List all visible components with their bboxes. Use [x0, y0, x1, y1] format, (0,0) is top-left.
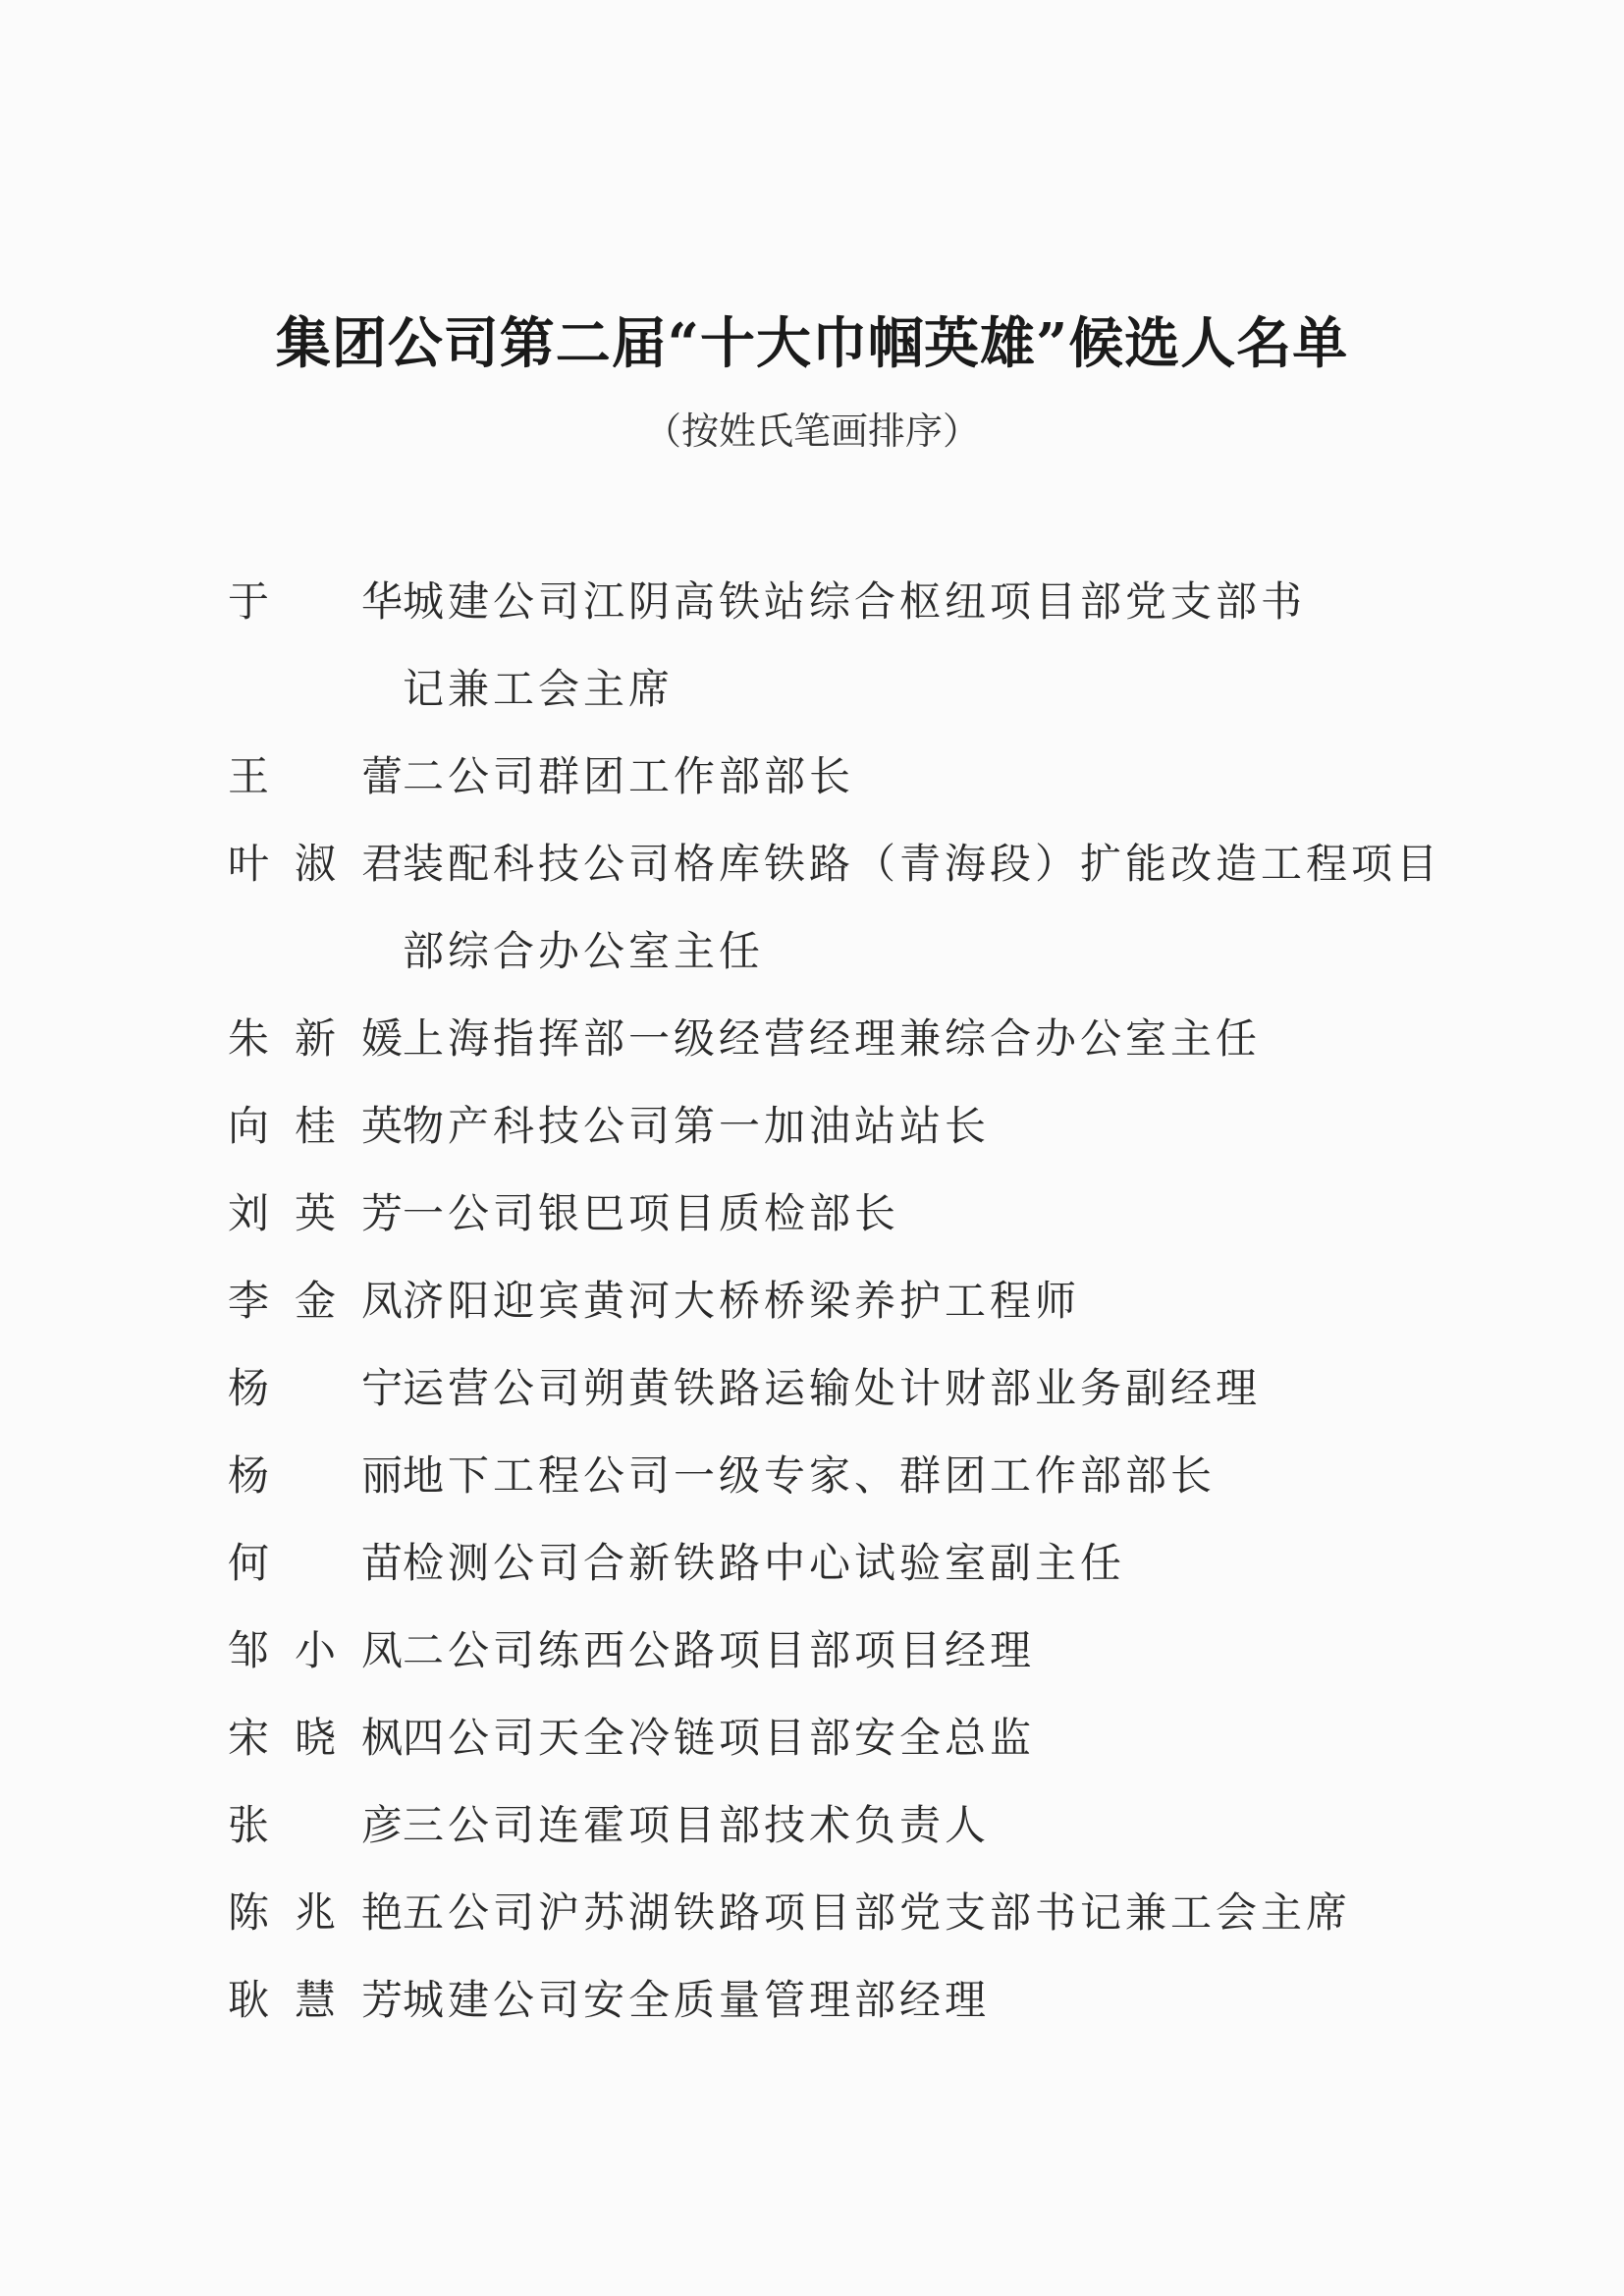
candidate-entry — [228, 1883, 1435, 1943]
page-subtitle: （按姓氏笔画排序） — [643, 410, 980, 453]
candidate-role-line: 三公司连霍项目部技术负责人 — [403, 1801, 991, 1849]
candidate-role — [403, 1009, 1435, 1069]
candidate-role-line: 装配科技公司格库铁路（青海段）扩能改造工程项目 — [403, 840, 1442, 888]
candidate-role-line: 上海指挥部一级经营经理兼综合办公室主任 — [403, 1014, 1262, 1063]
candidate-role — [403, 1183, 1435, 1244]
candidate-entry — [228, 1009, 1435, 1069]
candidate-role-line: 检测公司合新铁路中心试验室副主任 — [403, 1539, 1126, 1587]
candidate-role-line: 地下工程公司一级专家、群团工作部部长 — [403, 1451, 1217, 1500]
candidate-role — [403, 834, 1441, 982]
candidate-name: 宋晓枫 — [228, 1714, 403, 1762]
candidate-name: 陈兆艳 — [228, 1888, 403, 1937]
candidate-role — [403, 1446, 1435, 1506]
candidate-role — [403, 1533, 1435, 1594]
candidate-name: 朱新媛 — [228, 1014, 403, 1063]
candidate-name: 向桂英 — [228, 1102, 403, 1150]
candidate-role — [403, 1708, 1435, 1769]
candidate-name: 张 彦 — [228, 1801, 403, 1849]
candidate-role — [403, 572, 1435, 720]
candidate-role-line: 部综合办公室主任 — [403, 927, 765, 975]
candidate-name: 刘英芳 — [228, 1189, 403, 1237]
candidate-role — [403, 1358, 1435, 1419]
candidate-entry — [228, 1358, 1435, 1419]
candidate-role-line: 五公司沪苏湖铁路项目部党支部书记兼工会主席 — [403, 1888, 1352, 1937]
candidate-name: 叶淑君 — [228, 840, 403, 888]
candidate-name: 何 苗 — [228, 1539, 403, 1587]
candidate-entry — [228, 1446, 1435, 1506]
candidate-role-line: 一公司银巴项目质检部长 — [403, 1189, 900, 1237]
candidate-role — [403, 1883, 1435, 1943]
candidate-entry — [228, 834, 1442, 982]
candidate-role-line: 运营公司朔黄铁路运输处计财部业务副经理 — [403, 1364, 1262, 1412]
candidate-entry — [228, 1096, 1435, 1157]
candidate-entry — [228, 1620, 1435, 1681]
page-title: 集团公司第二届“十大巾帼英雄”候选人名单 — [275, 311, 1349, 376]
candidate-role-line: 济阳迎宾黄河大桥桥梁养护工程师 — [403, 1277, 1081, 1325]
candidate-list — [228, 572, 1442, 2057]
candidate-role — [403, 1096, 1435, 1157]
candidate-entry — [228, 746, 1435, 807]
candidate-role-line: 物产科技公司第一加油站站长 — [403, 1102, 991, 1150]
candidate-name: 杨 宁 — [228, 1364, 403, 1412]
candidate-entry — [228, 1183, 1435, 1244]
candidate-entry — [228, 572, 1435, 720]
candidate-name: 耿慧芳 — [228, 1976, 403, 2024]
candidate-role — [403, 1970, 1435, 2031]
candidate-role — [403, 1620, 1435, 1681]
candidate-name: 邹小凤 — [228, 1626, 403, 1674]
candidate-role — [403, 1795, 1435, 1856]
candidate-name: 于 华 — [228, 577, 403, 626]
candidate-role — [403, 746, 1435, 807]
candidate-role-line: 城建公司江阴高铁站综合枢纽项目部党支部书 — [403, 577, 1307, 626]
candidate-role — [403, 1271, 1435, 1332]
candidate-entry — [228, 1271, 1435, 1332]
candidate-role-line: 记兼工会主席 — [403, 665, 675, 713]
candidate-name: 杨 丽 — [228, 1451, 403, 1500]
candidate-role-line: 二公司群团工作部部长 — [403, 752, 855, 800]
candidate-role-line: 城建公司安全质量管理部经理 — [403, 1976, 991, 2024]
candidate-name: 李金凤 — [228, 1277, 403, 1325]
candidate-entry — [228, 1970, 1435, 2031]
candidate-name: 王 蕾 — [228, 752, 403, 800]
candidate-entry — [228, 1533, 1435, 1594]
candidate-role-line: 二公司练西公路项目部项目经理 — [403, 1626, 1036, 1674]
candidate-entry — [228, 1795, 1435, 1856]
candidate-role-line: 四公司天全冷链项目部安全总监 — [403, 1714, 1036, 1762]
candidate-entry — [228, 1708, 1435, 1769]
